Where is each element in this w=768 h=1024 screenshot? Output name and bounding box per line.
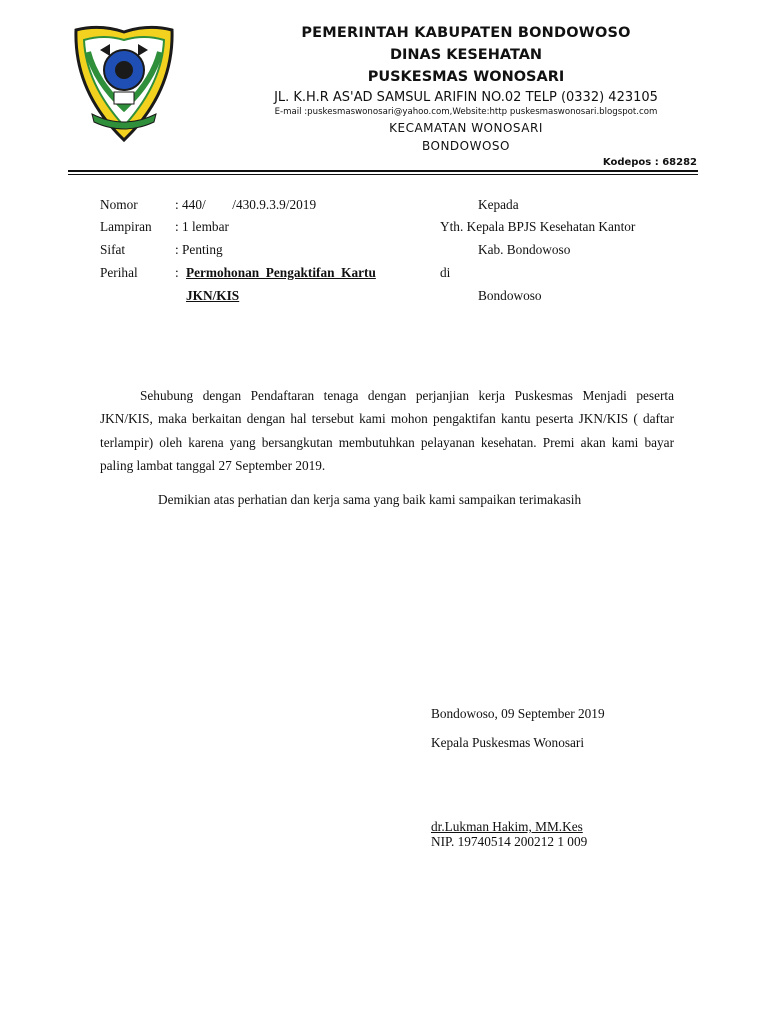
recipient-kab: Kab. Bondowoso <box>478 242 571 257</box>
letterhead-rule-thick <box>68 170 698 172</box>
nomor-value: : 440/ /430.9.3.9/2019 <box>175 197 317 212</box>
letterhead-department: DINAS KESEHATAN <box>389 47 543 63</box>
letterhead-puskesmas: PUSKESMAS WONOSARI <box>367 69 565 85</box>
letterhead-city: BONDOWOSO <box>421 139 510 153</box>
nomor-label: Nomor <box>100 197 138 212</box>
letterhead-government: PEMERINTAH KABUPATEN BONDOWOSO <box>301 25 631 41</box>
sifat-label: Sifat <box>100 242 126 257</box>
signature-place-date: Bondowoso, 09 September 2019 <box>431 706 605 721</box>
recipient-kepada: Kepada <box>478 197 519 212</box>
lampiran-value: : 1 lembar <box>175 219 229 234</box>
perihal-label: Perihal <box>100 265 138 280</box>
letterhead-email: E-mail :puskesmaswonosari@yahoo.com,Website:http puskesmaswonosari.blogspot.com <box>274 107 658 117</box>
regency-emblem-logo <box>70 22 178 144</box>
body-paragraph-1 <box>100 384 674 477</box>
letterhead-district: KECAMATAN WONOSARI <box>389 121 543 135</box>
letterhead-address: JL. K.H.R AS'AD SAMSUL ARIFIN NO.02 TELP (0332) 423105 <box>274 90 658 105</box>
perihal-value-line2: JKN/KIS <box>186 288 240 303</box>
signature-nip: NIP. 19740514 200212 1 009 <box>431 834 588 849</box>
sifat-value: : Penting <box>175 242 223 257</box>
letterhead-rule-thin <box>68 174 698 175</box>
lampiran-label: Lampiran <box>100 219 152 234</box>
recipient-place: Bondowoso <box>478 288 542 303</box>
body-paragraph-2: Demikian atas perhatian dan kerja sama yang baik kami sampaikan terimakasih <box>158 492 582 507</box>
letterhead-postal-code: Kodepos : 68282 <box>602 157 697 168</box>
recipient-yth: Yth. Kepala BPJS Kesehatan Kantor <box>440 219 636 234</box>
signature-title: Kepala Puskesmas Wonosari <box>431 735 585 750</box>
perihal-value-line1: Permohonan Pengaktifan Kartu <box>186 265 376 280</box>
recipient-di: di <box>440 265 451 280</box>
perihal-colon: : <box>175 265 179 280</box>
signature-name: dr.Lukman Hakim, MM.Kes <box>431 819 583 834</box>
body-paragraph-1-text: Sehubung dengan Pendaftaran tenaga dengan perjanjian kerja Puskesmas Menjadi peserta JKN/KIS, maka berkaitan dengan hal tersebut kami mohon pengaktifan kantu peserta JKN/KIS ( daftar terlampir) oleh karena yang bersangkutan membutuhkan pelayanan kesehatan. Premi akan kami bayar paling lambat tanggal 27 September 2019. <box>100 388 674 473</box>
